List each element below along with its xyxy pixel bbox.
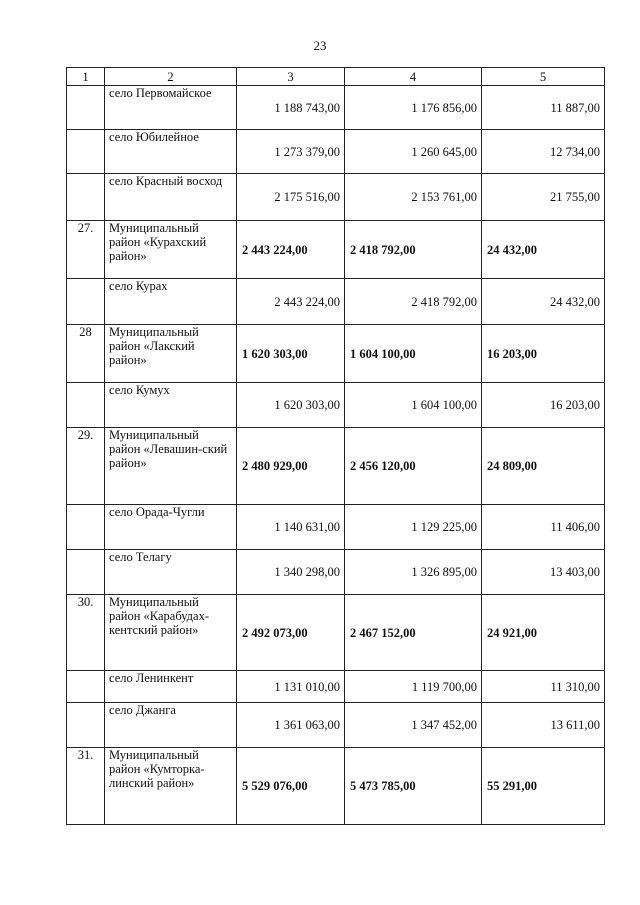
village-row [67,130,605,174]
row-name: село Первомайское [105,86,237,130]
row-name: Муниципальный район «Карабудах-кентский район» [105,595,237,671]
column-header-1: 1 [67,68,105,86]
value-column-4: 1 604 100,00 [345,383,482,428]
page-number: 23 [313,38,327,53]
value-column-5: 16 203,00 [482,325,605,383]
row-number [67,671,105,703]
value-column-4: 2 418 792,00 [345,221,482,279]
column-header-3: 3 [237,68,345,86]
value-column-4: 1 326 895,00 [345,550,482,595]
row-name: село Ленинкент [105,671,237,703]
row-number [67,505,105,550]
value-column-4: 2 467 152,00 [345,595,482,671]
value-column-5: 12 734,00 [482,130,605,174]
row-number [67,174,105,221]
row-name: Муниципальный район «Левашин-ский район» [105,428,237,505]
value-column-5: 24 432,00 [482,221,605,279]
value-column-4: 2 418 792,00 [345,279,482,325]
row-number: 30. [67,595,105,671]
row-name: село Юбилейное [105,130,237,174]
value-column-3: 1 620 303,00 [237,325,345,383]
row-number: 31. [67,748,105,825]
value-column-5: 16 203,00 [482,383,605,428]
value-column-4: 1 347 452,00 [345,703,482,748]
row-name: Муниципальный район «Курахский район» [105,221,237,279]
value-column-4: 2 456 120,00 [345,428,482,505]
column-header-4: 4 [345,68,482,86]
row-number [67,279,105,325]
value-column-4: 2 153 761,00 [345,174,482,221]
row-name: Муниципальный район «Лакский район» [105,325,237,383]
column-header-2: 2 [105,68,237,86]
value-column-3: 2 443 224,00 [237,279,345,325]
village-row [67,279,605,325]
village-row [67,174,605,221]
village-row [67,550,605,595]
row-name: село Курах [105,279,237,325]
value-column-3: 1 361 063,00 [237,703,345,748]
row-number [67,130,105,174]
value-column-3: 1 188 743,00 [237,86,345,130]
row-number [67,86,105,130]
village-row [67,86,605,130]
district-row [67,748,605,825]
value-column-4: 1 604 100,00 [345,325,482,383]
value-column-5: 24 809,00 [482,428,605,505]
district-row [67,428,605,505]
value-column-3: 1 620 303,00 [237,383,345,428]
village-row [67,383,605,428]
value-column-5: 13 403,00 [482,550,605,595]
row-number [67,383,105,428]
village-row [67,671,605,703]
row-number: 29. [67,428,105,505]
value-column-5: 21 755,00 [482,174,605,221]
value-column-5: 24 432,00 [482,279,605,325]
village-row [67,703,605,748]
value-column-4: 1 260 645,00 [345,130,482,174]
row-name: село Телагу [105,550,237,595]
value-column-3: 1 140 631,00 [237,505,345,550]
value-column-5: 55 291,00 [482,748,605,825]
value-column-3: 2 480 929,00 [237,428,345,505]
value-column-5: 11 887,00 [482,86,605,130]
value-column-5: 13 611,00 [482,703,605,748]
value-column-5: 11 310,00 [482,671,605,703]
value-column-3: 2 492 073,00 [237,595,345,671]
value-column-3: 1 131 010,00 [237,671,345,703]
budget-table [66,67,605,825]
row-number [67,703,105,748]
table-header-row [67,68,605,86]
column-header-5: 5 [482,68,605,86]
value-column-5: 24 921,00 [482,595,605,671]
value-column-3: 2 175 516,00 [237,174,345,221]
district-row [67,221,605,279]
value-column-4: 1 119 700,00 [345,671,482,703]
district-row [67,595,605,671]
value-column-5: 11 406,00 [482,505,605,550]
row-name: село Орада-Чугли [105,505,237,550]
row-number: 28 [67,325,105,383]
district-row [67,325,605,383]
value-column-3: 2 443 224,00 [237,221,345,279]
value-column-3: 5 529 076,00 [237,748,345,825]
table-body [67,86,605,825]
value-column-3: 1 340 298,00 [237,550,345,595]
row-number: 27. [67,221,105,279]
row-name: село Кумух [105,383,237,428]
row-name: село Джанга [105,703,237,748]
row-name: Муниципальный район «Кумторка-линский район» [105,748,237,825]
value-column-4: 1 176 856,00 [345,86,482,130]
value-column-4: 1 129 225,00 [345,505,482,550]
village-row [67,505,605,550]
row-name: село Красный восход [105,174,237,221]
row-number [67,550,105,595]
value-column-4: 5 473 785,00 [345,748,482,825]
value-column-3: 1 273 379,00 [237,130,345,174]
